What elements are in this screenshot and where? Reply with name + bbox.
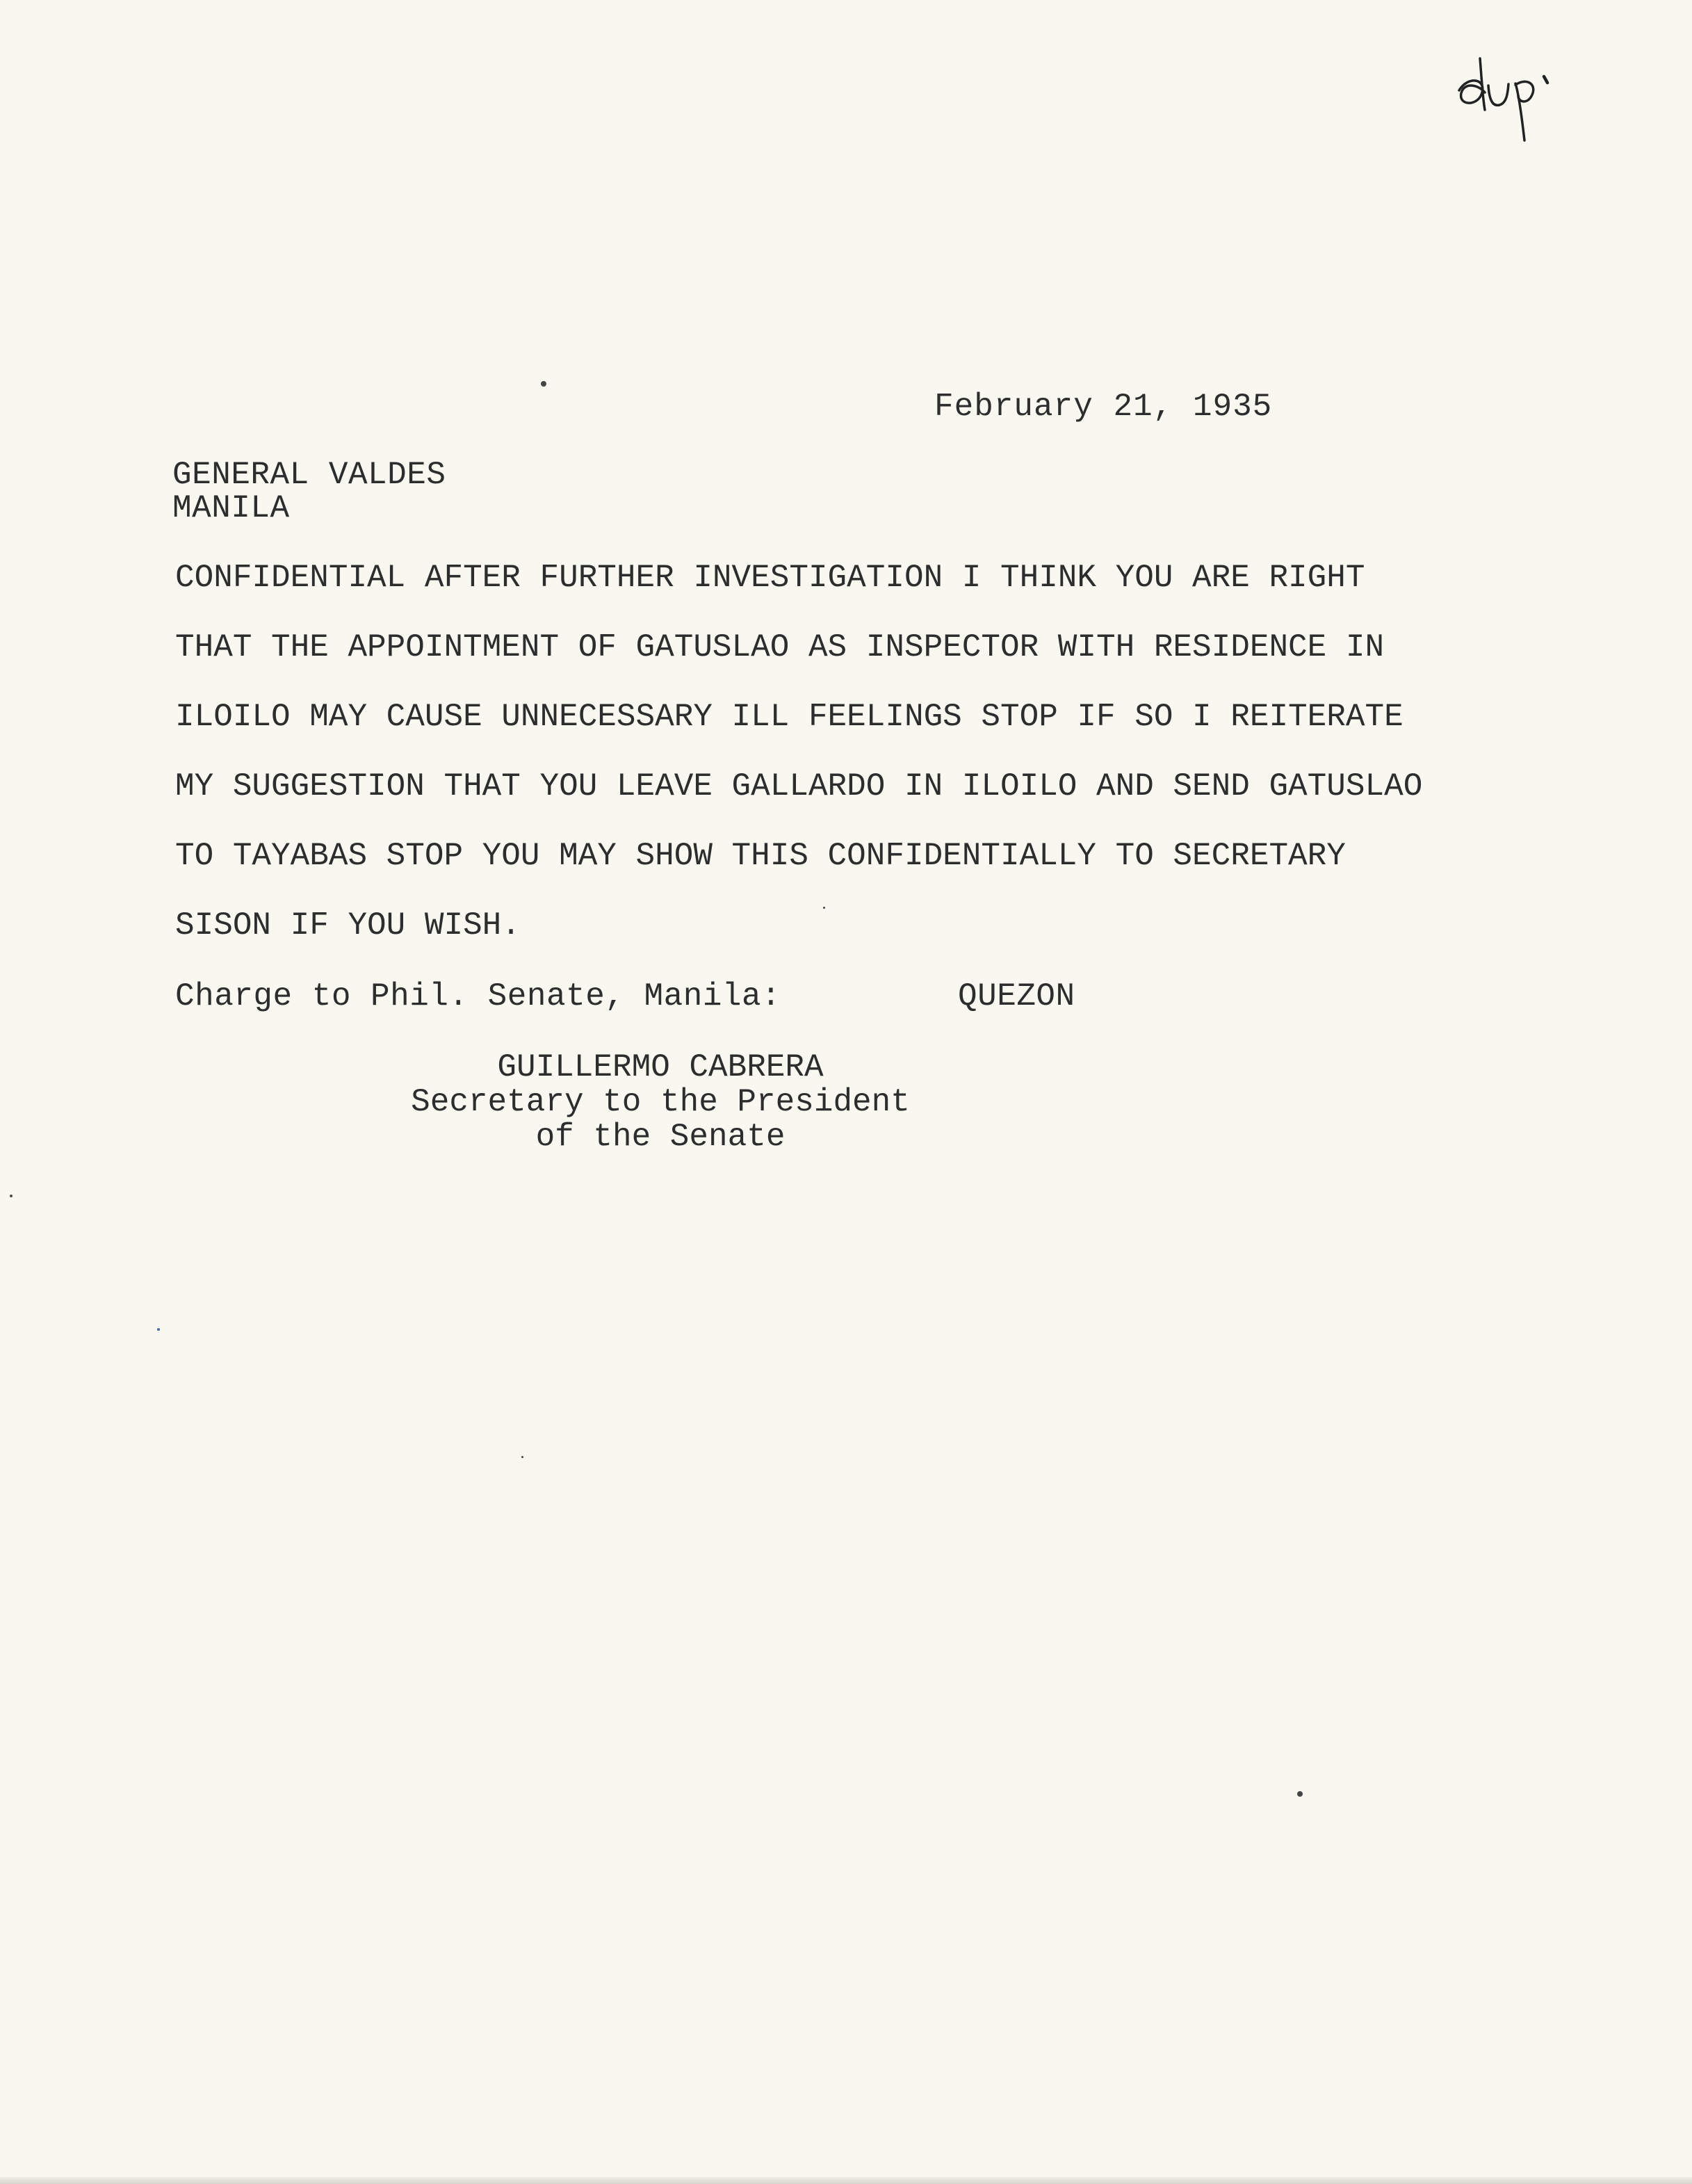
sender-name: QUEZON [958,978,1075,1014]
addressee-city: MANILA [172,490,290,526]
message-body-line: THAT THE APPOINTMENT OF GATUSLAO AS INSPECTOR WITH RESIDENCE IN [175,629,1385,665]
message-body-line: MY SUGGESTION THAT YOU LEAVE GALLARDO IN ILOILO AND SEND GATUSLAO [175,768,1423,804]
message-body-line: TO TAYABAS STOP YOU MAY SHOW THIS CONFIDENTIALLY TO SECRETARY [175,838,1346,874]
paper-speck [157,1328,160,1331]
letter-date: February 21, 1935 [934,389,1273,425]
paper-bottom-edge [0,2177,1692,2184]
paper-speck [1297,1791,1303,1797]
handwritten-note-dup [1449,46,1554,150]
addressee-name: GENERAL VALDES [172,457,446,493]
paper-speck [10,1195,13,1197]
paper-speck [541,381,546,387]
message-body-line: SISON IF YOU WISH. [175,907,521,944]
charge-line: Charge to Phil. Senate, Manila: [175,978,781,1014]
signature-block [375,1050,945,1154]
signatory-name: GUILLERMO CABRERA [497,1049,824,1085]
paper-speck [823,907,825,909]
message-body-line: CONFIDENTIAL AFTER FURTHER INVESTIGATION I THINK YOU ARE RIGHT [175,560,1365,596]
message-body-line: ILOILO MAY CAUSE UNNECESSARY ILL FEELINGS STOP IF SO I REITERATE [175,699,1404,735]
signatory-title-line: Secretary to the President [411,1084,910,1120]
signatory-title-line: of the Senate [535,1119,786,1155]
paper-speck [521,1456,523,1458]
